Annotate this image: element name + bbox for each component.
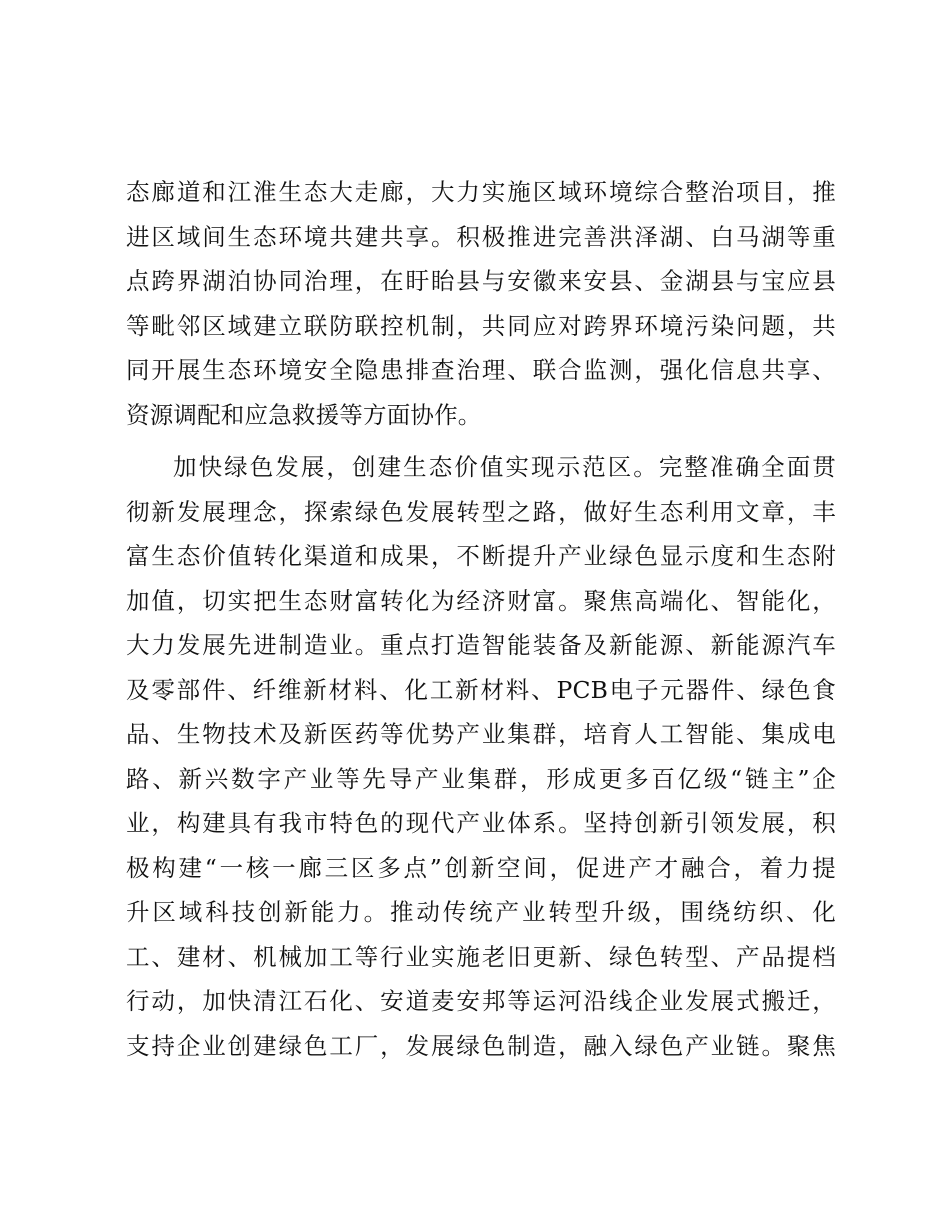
text-line: 点跨界湖泊协同治理，在盱眙县与安徽来安县、金湖县与宝应县 <box>126 267 836 295</box>
text-line: 加快绿色发展，创建生态价值实现示范区。完整准确全面贯 <box>173 453 836 481</box>
text-line: 态廊道和江淮生态大走廊，大力实施区域环境综合整治项目，推 <box>126 178 836 206</box>
text-line: 极构建“一核一廊三区多点”创新空间，促进产才融合，着力提 <box>126 853 836 882</box>
text-line: 大力发展先进制造业。重点打造智能装备及新能源、新能源汽车 <box>126 631 836 659</box>
text-line: 彻新发展理念，探索绿色发展转型之路，做好生态利用文章，丰 <box>126 497 836 526</box>
paragraph-1 <box>126 170 836 437</box>
text-line: 及零部件、纤维新材料、化工新材料、PCB电子元器件、绿色食 <box>126 675 836 704</box>
text-line: 进区域间生态环境共建共享。积极推进完善洪泽湖、白马湖等重 <box>126 222 836 251</box>
text-line: 路、新兴数字产业等先导产业集群，形成更多百亿级“链主”企 <box>126 764 836 793</box>
text-line: 等毗邻区域建立联防联控机制，共同应对跨界环境污染问题，共 <box>126 311 836 340</box>
text-line: 品、生物技术及新医药等优势产业集群，培育人工智能、集成电 <box>126 720 836 748</box>
text-line: 行动，加快清江石化、安道麦安邦等运河沿线企业发展式搬迁， <box>126 987 836 1015</box>
text-line: 富生态价值转化渠道和成果，不断提升产业绿色显示度和生态附 <box>126 542 836 570</box>
text-line: 业，构建具有我市特色的现代产业体系。坚持创新引领发展，积 <box>126 809 836 837</box>
text-line: 工、建材、机械加工等行业实施老旧更新、绿色转型、产品提档 <box>126 942 836 971</box>
document-body <box>126 170 836 1068</box>
paragraph-2 <box>126 445 836 1068</box>
text-line: 资源调配和应急救援等方面协作。 <box>126 400 482 429</box>
text-line: 支持企业创建绿色工厂，发展绿色制造，融入绿色产业链。聚焦 <box>126 1031 836 1060</box>
text-line: 同开展生态环境安全隐患排查治理、联合监测，强化信息共享、 <box>126 356 836 384</box>
text-line: 升区域科技创新能力。推动传统产业转型升级，围绕纺织、化 <box>126 898 836 926</box>
text-line: 加值，切实把生态财富转化为经济财富。聚焦高端化、智能化， <box>126 586 836 615</box>
paragraph-spacer <box>126 437 836 445</box>
